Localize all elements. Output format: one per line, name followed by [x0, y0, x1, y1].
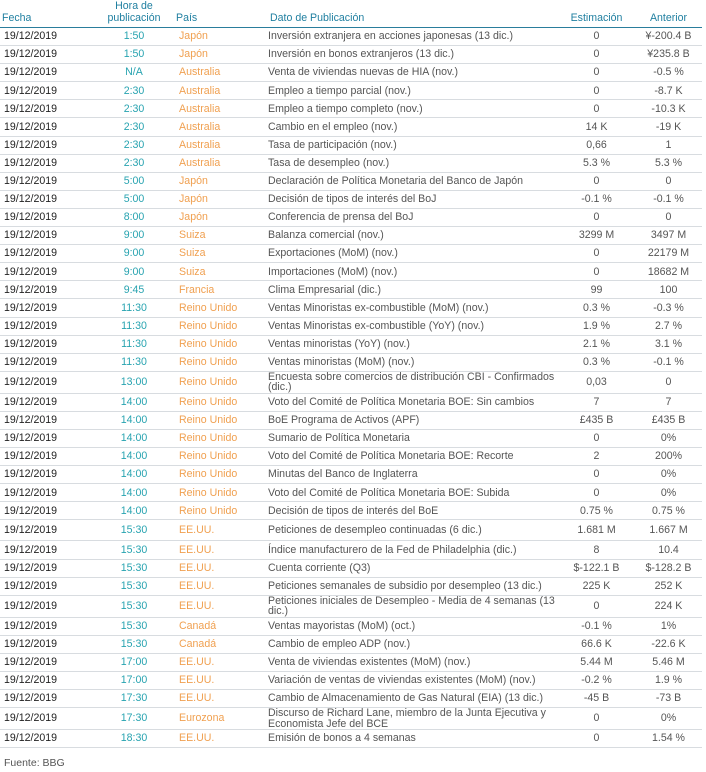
cell-country: EE.UU. [174, 690, 268, 708]
cell-date: 19/12/2019 [0, 154, 94, 172]
cell-time: 14:00 [94, 484, 174, 502]
header-data: Dato de Publicación [268, 0, 558, 28]
cell-estimate: 0 [558, 208, 635, 226]
cell-time: 15:30 [94, 541, 174, 559]
cell-previous: 5.3 % [635, 154, 702, 172]
cell-data: Minutas del Banco de Inglaterra [268, 466, 558, 484]
cell-date: 19/12/2019 [0, 100, 94, 118]
cell-estimate: -0.2 % [558, 672, 635, 690]
table-row [0, 653, 702, 671]
cell-previous: 0% [635, 429, 702, 447]
cell-country: EE.UU. [174, 672, 268, 690]
table-header [0, 0, 702, 28]
cell-previous: -0.1 % [635, 353, 702, 371]
cell-country: Australia [174, 118, 268, 136]
cell-data: Cambio de Almacenamiento de Gas Natural (EIA) (13 dic.) [268, 690, 558, 708]
cell-date: 19/12/2019 [0, 708, 94, 730]
cell-estimate: 14 K [558, 118, 635, 136]
cell-date: 19/12/2019 [0, 281, 94, 299]
cell-time: 11:30 [94, 335, 174, 353]
table-row [0, 635, 702, 653]
cell-previous: ¥-200.4 B [635, 28, 702, 46]
cell-time: 15:30 [94, 520, 174, 541]
cell-date: 19/12/2019 [0, 172, 94, 190]
cell-data: BoE Programa de Activos (APF) [268, 411, 558, 429]
cell-previous: 0% [635, 708, 702, 730]
cell-time: 15:30 [94, 595, 174, 617]
cell-date: 19/12/2019 [0, 484, 94, 502]
cell-data: Clima Empresarial (dic.) [268, 281, 558, 299]
cell-estimate: 99 [558, 281, 635, 299]
header-estimate: Estimación [558, 0, 635, 28]
cell-country: Reino Unido [174, 299, 268, 317]
cell-data: Ventas minoristas (YoY) (nov.) [268, 335, 558, 353]
cell-time: 14:00 [94, 466, 174, 484]
cell-time: 8:00 [94, 208, 174, 226]
cell-country: EE.UU. [174, 730, 268, 748]
cell-data: Sumario de Política Monetaria [268, 429, 558, 447]
header-previous: Anterior [635, 0, 702, 28]
cell-estimate: 0 [558, 484, 635, 502]
cell-previous: 18682 M [635, 263, 702, 281]
cell-estimate: 0 [558, 46, 635, 64]
header-time [94, 0, 174, 28]
cell-time: 1:50 [94, 46, 174, 64]
cell-date: 19/12/2019 [0, 411, 94, 429]
cell-country: EE.UU. [174, 653, 268, 671]
cell-previous: 0% [635, 484, 702, 502]
cell-data: Balanza comercial (nov.) [268, 227, 558, 245]
cell-previous: $-128.2 B [635, 559, 702, 577]
table-row [0, 577, 702, 595]
table-row [0, 317, 702, 335]
table-row [0, 690, 702, 708]
cell-previous: 2.7 % [635, 317, 702, 335]
table-row [0, 208, 702, 226]
cell-data: Declaración de Política Monetaria del Banco de Japón [268, 172, 558, 190]
cell-time: 15:30 [94, 559, 174, 577]
cell-time: 2:30 [94, 154, 174, 172]
cell-date: 19/12/2019 [0, 502, 94, 520]
table-row [0, 393, 702, 411]
cell-estimate: 0.3 % [558, 353, 635, 371]
cell-previous: -0.1 % [635, 190, 702, 208]
cell-estimate: 0.3 % [558, 299, 635, 317]
cell-date: 19/12/2019 [0, 429, 94, 447]
table-row [0, 559, 702, 577]
cell-data: Índice manufacturero de la Fed de Philadelphia (dic.) [268, 541, 558, 559]
cell-data: Voto del Comité de Política Monetaria BOE: Subida [268, 484, 558, 502]
cell-time: 17:30 [94, 708, 174, 730]
cell-estimate: -0.1 % [558, 190, 635, 208]
cell-time: 14:00 [94, 393, 174, 411]
table-row [0, 730, 702, 748]
cell-date: 19/12/2019 [0, 335, 94, 353]
cell-time: 1:50 [94, 28, 174, 46]
cell-data: Decisión de tipos de interés del BoE [268, 502, 558, 520]
cell-estimate: 1.681 M [558, 520, 635, 541]
header-date: Fecha [0, 0, 94, 28]
table-row [0, 335, 702, 353]
cell-time: 18:30 [94, 730, 174, 748]
cell-date: 19/12/2019 [0, 730, 94, 748]
cell-estimate: -45 B [558, 690, 635, 708]
cell-data: Venta de viviendas nuevas de HIA (nov.) [268, 64, 558, 82]
cell-country: Australia [174, 154, 268, 172]
cell-data: Decisión de tipos de interés del BoJ [268, 190, 558, 208]
cell-data: Ventas mayoristas (MoM) (oct.) [268, 617, 558, 635]
cell-time: 17:00 [94, 653, 174, 671]
cell-country: Canadá [174, 635, 268, 653]
cell-previous: 22179 M [635, 245, 702, 263]
cell-previous: 3497 M [635, 227, 702, 245]
cell-time: 2:30 [94, 82, 174, 100]
table-row [0, 502, 702, 520]
table-row [0, 227, 702, 245]
cell-country: Eurozona [174, 708, 268, 730]
cell-estimate: 3299 M [558, 227, 635, 245]
cell-date: 19/12/2019 [0, 245, 94, 263]
cell-estimate: 0 [558, 28, 635, 46]
table-row [0, 466, 702, 484]
cell-time: 11:30 [94, 353, 174, 371]
cell-data: Variación de ventas de viviendas existentes (MoM) (nov.) [268, 672, 558, 690]
cell-data: Ventas Minoristas ex-combustible (MoM) (nov.) [268, 299, 558, 317]
cell-previous: 0 [635, 208, 702, 226]
table-row [0, 617, 702, 635]
table-row [0, 136, 702, 154]
cell-data: Conferencia de prensa del BoJ [268, 208, 558, 226]
table-row [0, 100, 702, 118]
cell-country: Reino Unido [174, 448, 268, 466]
table-row [0, 82, 702, 100]
table-row [0, 28, 702, 46]
table-row [0, 595, 702, 617]
table-row [0, 190, 702, 208]
cell-estimate: 2 [558, 448, 635, 466]
cell-data: Exportaciones (MoM) (nov.) [268, 245, 558, 263]
table-row [0, 708, 702, 730]
cell-estimate: 0,66 [558, 136, 635, 154]
cell-previous: 0% [635, 466, 702, 484]
cell-date: 19/12/2019 [0, 393, 94, 411]
cell-country: Japón [174, 208, 268, 226]
cell-estimate: 66.6 K [558, 635, 635, 653]
cell-data: Ventas Minoristas ex-combustible (YoY) (nov.) [268, 317, 558, 335]
cell-date: 19/12/2019 [0, 466, 94, 484]
cell-time: 2:30 [94, 100, 174, 118]
cell-data: Peticiones semanales de subsidio por desempleo (13 dic.) [268, 577, 558, 595]
cell-date: 19/12/2019 [0, 118, 94, 136]
cell-estimate: 8 [558, 541, 635, 559]
table-row [0, 429, 702, 447]
cell-data: Empleo a tiempo parcial (nov.) [268, 82, 558, 100]
cell-data: Ventas minoristas (MoM) (nov.) [268, 353, 558, 371]
cell-estimate: 0.75 % [558, 502, 635, 520]
cell-time: 5:00 [94, 190, 174, 208]
table-row [0, 448, 702, 466]
cell-date: 19/12/2019 [0, 227, 94, 245]
cell-time: 2:30 [94, 118, 174, 136]
header-time-line2: publicación [107, 12, 161, 24]
cell-estimate: 0 [558, 595, 635, 617]
cell-time: 11:30 [94, 317, 174, 335]
cell-date: 19/12/2019 [0, 82, 94, 100]
cell-date: 19/12/2019 [0, 371, 94, 393]
cell-estimate: 0 [558, 245, 635, 263]
cell-previous: -0.3 % [635, 299, 702, 317]
cell-time: 11:30 [94, 299, 174, 317]
cell-data: Tasa de desempleo (nov.) [268, 154, 558, 172]
cell-time: 2:30 [94, 136, 174, 154]
cell-country: Suiza [174, 245, 268, 263]
cell-data: Encuesta sobre comercios de distribución CBI - Confirmados (dic.) [268, 371, 558, 393]
cell-date: 19/12/2019 [0, 263, 94, 281]
table-row [0, 520, 702, 541]
cell-date: 19/12/2019 [0, 520, 94, 541]
cell-data: Empleo a tiempo completo (nov.) [268, 100, 558, 118]
cell-country: Canadá [174, 617, 268, 635]
cell-country: EE.UU. [174, 559, 268, 577]
cell-country: Reino Unido [174, 393, 268, 411]
cell-date: 19/12/2019 [0, 559, 94, 577]
cell-estimate: 5.3 % [558, 154, 635, 172]
cell-country: Reino Unido [174, 466, 268, 484]
header-country: País [174, 0, 268, 28]
cell-previous: -8.7 K [635, 82, 702, 100]
cell-estimate: 1.9 % [558, 317, 635, 335]
cell-date: 19/12/2019 [0, 136, 94, 154]
cell-estimate: 0 [558, 172, 635, 190]
cell-previous: 3.1 % [635, 335, 702, 353]
cell-estimate: 0 [558, 263, 635, 281]
table-row [0, 672, 702, 690]
table-row [0, 172, 702, 190]
cell-country: Australia [174, 64, 268, 82]
cell-time: 15:30 [94, 617, 174, 635]
cell-data: Cambio en el empleo (nov.) [268, 118, 558, 136]
cell-time: 13:00 [94, 371, 174, 393]
cell-estimate: $-122.1 B [558, 559, 635, 577]
cell-estimate: £435 B [558, 411, 635, 429]
cell-data: Discurso de Richard Lane, miembro de la Junta Ejecutiva y Economista Jefe del BCE [268, 708, 558, 730]
cell-data: Venta de viviendas existentes (MoM) (nov.) [268, 653, 558, 671]
cell-estimate: 0 [558, 429, 635, 447]
cell-previous: 1.667 M [635, 520, 702, 541]
cell-country: Suiza [174, 263, 268, 281]
cell-previous: 100 [635, 281, 702, 299]
cell-data: Peticiones de desempleo continuadas (6 dic.) [268, 520, 558, 541]
cell-previous: ¥235.8 B [635, 46, 702, 64]
cell-country: Reino Unido [174, 317, 268, 335]
cell-estimate: 0 [558, 100, 635, 118]
cell-previous: 0 [635, 371, 702, 393]
cell-time: 15:30 [94, 577, 174, 595]
cell-time: 9:00 [94, 245, 174, 263]
cell-previous: 1 [635, 136, 702, 154]
cell-time: 15:30 [94, 635, 174, 653]
cell-time: 14:00 [94, 448, 174, 466]
table-row [0, 281, 702, 299]
cell-data: Emisión de bonos a 4 semanas [268, 730, 558, 748]
cell-data: Voto del Comité de Política Monetaria BOE: Sin cambios [268, 393, 558, 411]
cell-previous: 1.9 % [635, 672, 702, 690]
cell-country: Reino Unido [174, 335, 268, 353]
cell-previous: £435 B [635, 411, 702, 429]
cell-previous: -0.5 % [635, 64, 702, 82]
table-row [0, 46, 702, 64]
cell-previous: -22.6 K [635, 635, 702, 653]
cell-time: 14:00 [94, 502, 174, 520]
cell-estimate: 0 [558, 64, 635, 82]
cell-time: 5:00 [94, 172, 174, 190]
cell-estimate: 0 [558, 466, 635, 484]
cell-country: EE.UU. [174, 595, 268, 617]
cell-estimate: 0,03 [558, 371, 635, 393]
cell-previous: 5.46 M [635, 653, 702, 671]
cell-country: Japón [174, 46, 268, 64]
cell-estimate: 2.1 % [558, 335, 635, 353]
cell-previous: 224 K [635, 595, 702, 617]
table-row [0, 245, 702, 263]
cell-data: Voto del Comité de Política Monetaria BOE: Recorte [268, 448, 558, 466]
cell-date: 19/12/2019 [0, 46, 94, 64]
table-row [0, 154, 702, 172]
cell-previous: 252 K [635, 577, 702, 595]
cell-time: 9:00 [94, 263, 174, 281]
cell-date: 19/12/2019 [0, 653, 94, 671]
cell-estimate: 0 [558, 730, 635, 748]
cell-data: Inversión extranjera en acciones japonesas (13 dic.) [268, 28, 558, 46]
cell-previous: 0 [635, 172, 702, 190]
cell-estimate: 7 [558, 393, 635, 411]
cell-country: Japón [174, 190, 268, 208]
cell-time: 9:00 [94, 227, 174, 245]
cell-country: Japón [174, 28, 268, 46]
cell-previous: -19 K [635, 118, 702, 136]
cell-date: 19/12/2019 [0, 28, 94, 46]
cell-time: 17:00 [94, 672, 174, 690]
cell-previous: 200% [635, 448, 702, 466]
cell-time: 17:30 [94, 690, 174, 708]
cell-country: Japón [174, 172, 268, 190]
table-row [0, 371, 702, 393]
cell-previous: 1.54 % [635, 730, 702, 748]
table-row [0, 411, 702, 429]
cell-data: Tasa de participación (nov.) [268, 136, 558, 154]
cell-country: Australia [174, 100, 268, 118]
cell-country: Reino Unido [174, 371, 268, 393]
cell-previous: -10.3 K [635, 100, 702, 118]
cell-date: 19/12/2019 [0, 208, 94, 226]
cell-time: N/A [94, 64, 174, 82]
cell-country: Reino Unido [174, 502, 268, 520]
cell-date: 19/12/2019 [0, 541, 94, 559]
cell-data: Importaciones (MoM) (nov.) [268, 263, 558, 281]
table-row [0, 541, 702, 559]
cell-date: 19/12/2019 [0, 635, 94, 653]
cell-country: Reino Unido [174, 484, 268, 502]
cell-date: 19/12/2019 [0, 617, 94, 635]
cell-date: 19/12/2019 [0, 595, 94, 617]
cell-country: EE.UU. [174, 577, 268, 595]
cell-date: 19/12/2019 [0, 353, 94, 371]
table-row [0, 64, 702, 82]
header-time-line1: Hora de [115, 0, 153, 12]
table-row [0, 484, 702, 502]
cell-previous: 7 [635, 393, 702, 411]
cell-time: 9:45 [94, 281, 174, 299]
cell-estimate: 0 [558, 82, 635, 100]
cell-date: 19/12/2019 [0, 577, 94, 595]
cell-date: 19/12/2019 [0, 690, 94, 708]
cell-country: Australia [174, 82, 268, 100]
cell-previous: 1% [635, 617, 702, 635]
cell-data: Inversión en bonos extranjeros (13 dic.) [268, 46, 558, 64]
table-row [0, 353, 702, 371]
cell-country: Australia [174, 136, 268, 154]
cell-estimate: -0.1 % [558, 617, 635, 635]
cell-estimate: 225 K [558, 577, 635, 595]
cell-previous: 0.75 % [635, 502, 702, 520]
cell-estimate: 0 [558, 708, 635, 730]
cell-data: Cuenta corriente (Q3) [268, 559, 558, 577]
cell-previous: 10.4 [635, 541, 702, 559]
cell-data: Cambio de empleo ADP (nov.) [268, 635, 558, 653]
cell-country: EE.UU. [174, 541, 268, 559]
cell-country: Suiza [174, 227, 268, 245]
cell-country: Francia [174, 281, 268, 299]
table-row [0, 118, 702, 136]
cell-date: 19/12/2019 [0, 672, 94, 690]
cell-time: 14:00 [94, 411, 174, 429]
table-row [0, 299, 702, 317]
cell-country: Reino Unido [174, 411, 268, 429]
cell-country: Reino Unido [174, 353, 268, 371]
table-body [0, 28, 702, 748]
cell-country: EE.UU. [174, 520, 268, 541]
cell-previous: -73 B [635, 690, 702, 708]
cell-data: Peticiones iniciales de Desempleo - Media de 4 semanas (13 dic.) [268, 595, 558, 617]
cell-date: 19/12/2019 [0, 448, 94, 466]
cell-country: Reino Unido [174, 429, 268, 447]
cell-date: 19/12/2019 [0, 317, 94, 335]
source-note: Fuente: BBG [4, 757, 65, 769]
cell-date: 19/12/2019 [0, 299, 94, 317]
cell-estimate: 5.44 M [558, 653, 635, 671]
cell-date: 19/12/2019 [0, 190, 94, 208]
cell-date: 19/12/2019 [0, 64, 94, 82]
cell-time: 14:00 [94, 429, 174, 447]
table-row [0, 263, 702, 281]
